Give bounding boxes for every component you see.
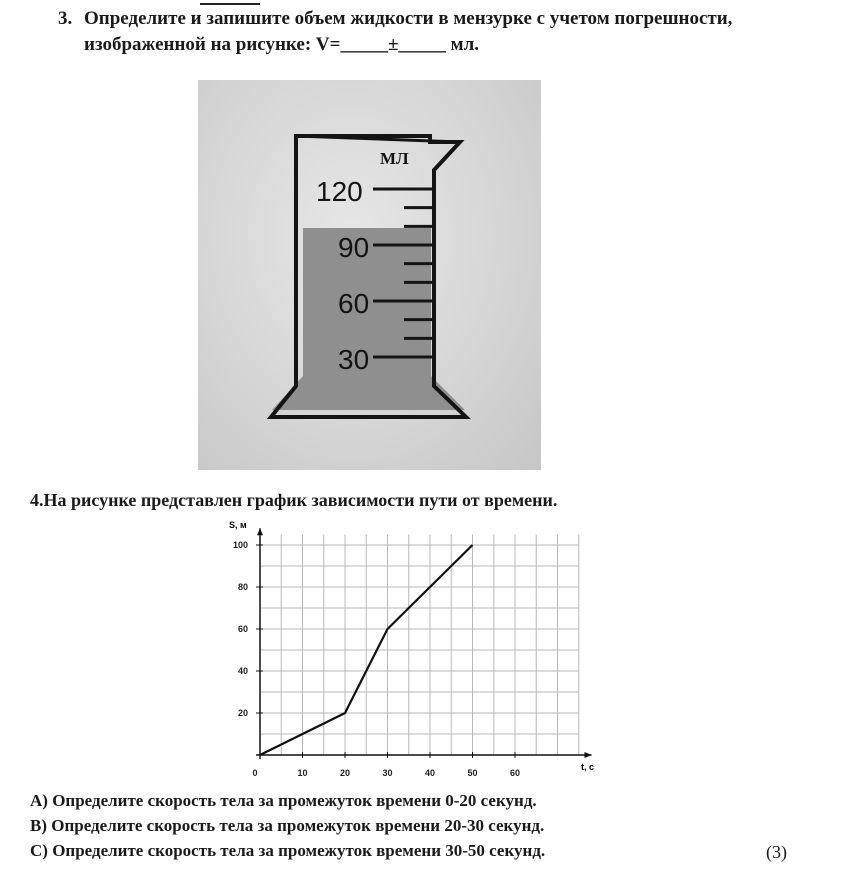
question-3	[58, 6, 848, 58]
distance-time-graph	[215, 515, 615, 790]
question-3-line-2: изображенной на рисунке: V=_____±_____ мл.	[84, 34, 479, 55]
y-tick-label: 60	[237, 624, 248, 634]
x-tick-label: 10	[297, 768, 308, 778]
x-tick-labels	[252, 768, 520, 778]
x-tick-label: 50	[467, 768, 478, 778]
points-label: (3)	[766, 842, 787, 862]
sub-question-c: С) Определите скорость тела за промежуток времени 30-50 секунд.	[30, 841, 546, 860]
y-tick-label: 100	[232, 540, 248, 550]
x-tick-label: 20	[339, 768, 351, 778]
scale-label-90: 90	[338, 232, 370, 263]
x-tick-label: 30	[382, 768, 393, 778]
cylinder-unit-label: МЛ	[380, 149, 409, 168]
sub-question-b: В) Определите скорость тела за промежуток времени 20-30 секунд.	[30, 816, 545, 835]
x-tick-label: 60	[509, 768, 521, 778]
x-tick-label: 0	[252, 768, 258, 778]
y-axis-arrow	[257, 528, 263, 535]
x-axis-label: t, c	[581, 762, 595, 772]
scale-label-60: 60	[338, 288, 370, 319]
y-axis-label: S, м	[229, 520, 247, 530]
sub-questions	[30, 788, 545, 863]
question-3-number: 3.	[58, 8, 73, 29]
scale-label-120: 120	[316, 176, 363, 207]
scale-label-30: 30	[338, 344, 370, 375]
question-4: 4.На рисунке представлен график зависимости пути от времени.	[30, 490, 558, 510]
x-tick-label: 40	[424, 768, 436, 778]
graph-svg	[215, 515, 615, 785]
y-tick-label: 40	[237, 666, 248, 676]
previous-answer-blank	[200, 0, 260, 5]
sub-question-a: А) Определите скорость тела за промежуток времени 0-20 секунд.	[30, 791, 537, 810]
graph-axes	[256, 528, 592, 759]
question-3-line-1: Определите и запишите объем жидкости в мензурке с учетом погрешности,	[84, 8, 733, 29]
measuring-cylinder	[198, 80, 541, 470]
y-tick-labels	[233, 540, 248, 718]
x-axis-arrow	[585, 752, 592, 758]
y-tick-label: 80	[237, 582, 248, 592]
graph-grid	[260, 535, 579, 756]
measuring-cylinder-photo	[198, 80, 541, 470]
y-tick-label: 20	[237, 708, 248, 718]
